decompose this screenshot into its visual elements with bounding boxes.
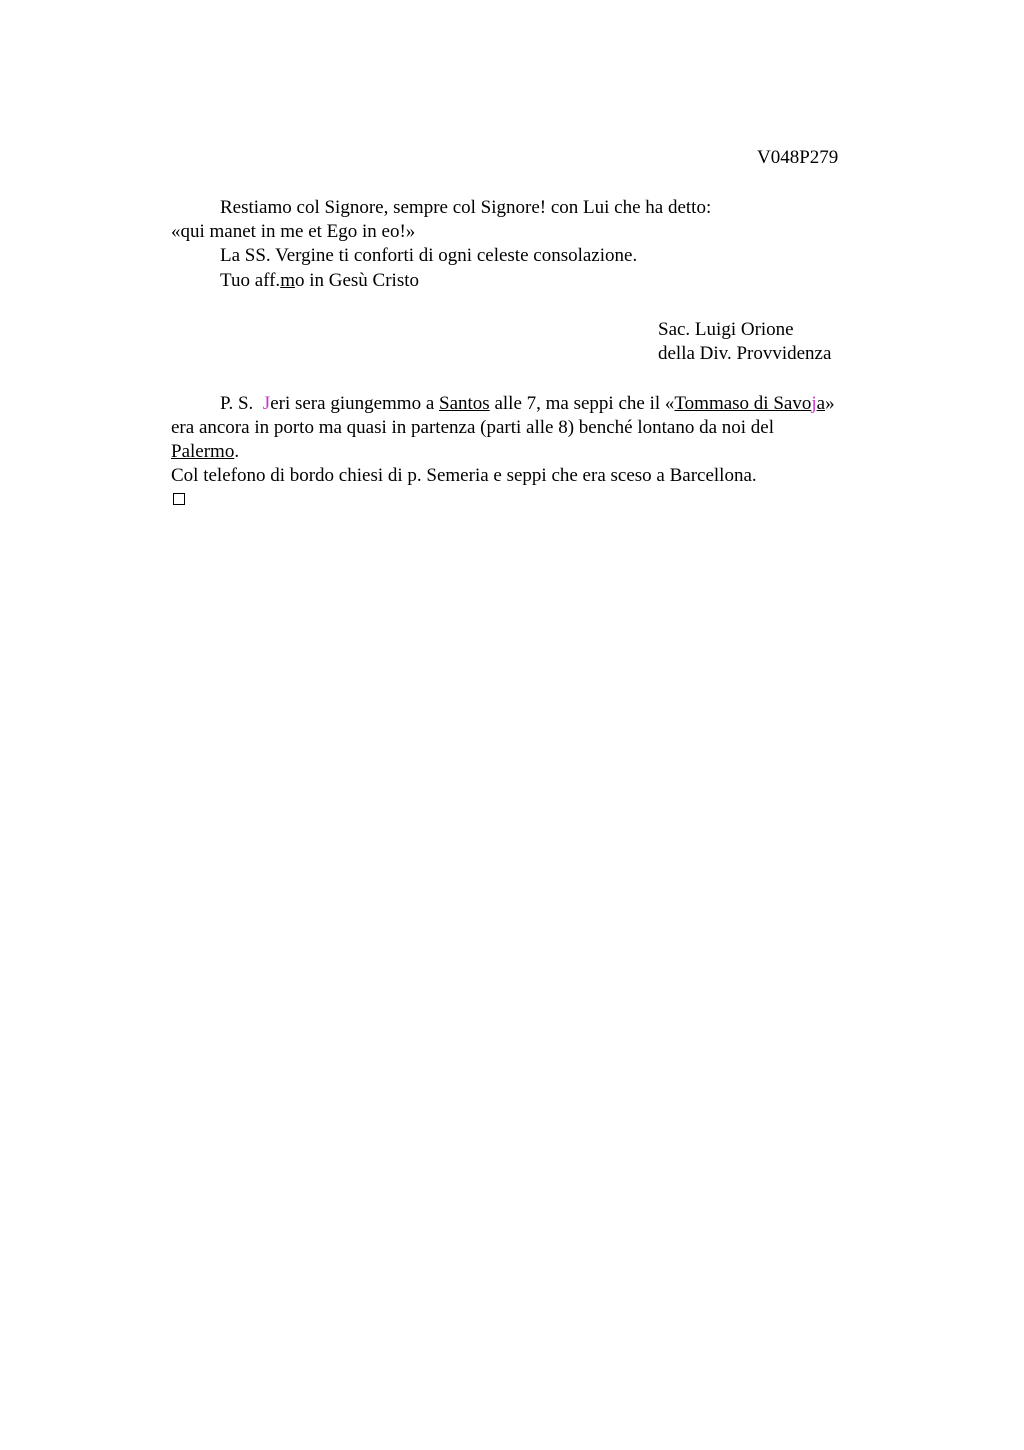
- square-box-icon: [173, 493, 185, 505]
- ps-line3-end: .: [234, 441, 240, 462]
- signature-title: della Div. Provvidenza: [658, 343, 832, 364]
- ps-prefix: P. S.: [220, 393, 263, 414]
- page-ref-code: V048P279: [757, 147, 839, 168]
- ps-ship-name: [674, 393, 825, 414]
- ps-j-letter: J: [262, 393, 271, 414]
- letter-paragraph-2: La SS. Vergine ti conforti di ogni celeste consolazione.: [220, 245, 638, 266]
- ps-ship-part2: a: [816, 393, 826, 414]
- ps-l1-part2: alle 7, ma seppi che il «: [489, 393, 675, 414]
- ps-l1-part1: eri sera giungemmo a: [270, 393, 440, 414]
- ps-place-palermo: Palermo: [171, 441, 235, 462]
- postscript-line-2: era ancora in porto ma quasi in partenza (parti alle 8) benché lontano da noi del: [171, 417, 774, 438]
- closing-post: o in Gesù Cristo: [294, 270, 419, 291]
- letter-closing: [220, 269, 419, 293]
- postscript-line-3: [171, 440, 239, 464]
- ps-ship-j: j: [811, 393, 817, 414]
- closing-abbrev: m: [280, 270, 295, 291]
- ps-place-santos: Santos: [439, 393, 490, 414]
- postscript-line-4: Col telefono di bordo chiesi di p. Semeria e seppi che era sceso a Barcellona.: [171, 465, 757, 486]
- signature-name: Sac. Luigi Orione: [658, 319, 794, 340]
- letter-paragraph-1-line-1: Restiamo col Signore, sempre col Signore! con Lui che ha detto:: [220, 197, 712, 218]
- postscript-line-1: [220, 392, 835, 416]
- ps-ship-part1: Tommaso di Savo: [674, 393, 812, 414]
- ps-l1-end: »: [825, 393, 835, 414]
- closing-pre: Tuo aff.: [220, 270, 281, 291]
- letter-paragraph-1-line-2: «qui manet in me et Ego in eo!»: [171, 221, 416, 242]
